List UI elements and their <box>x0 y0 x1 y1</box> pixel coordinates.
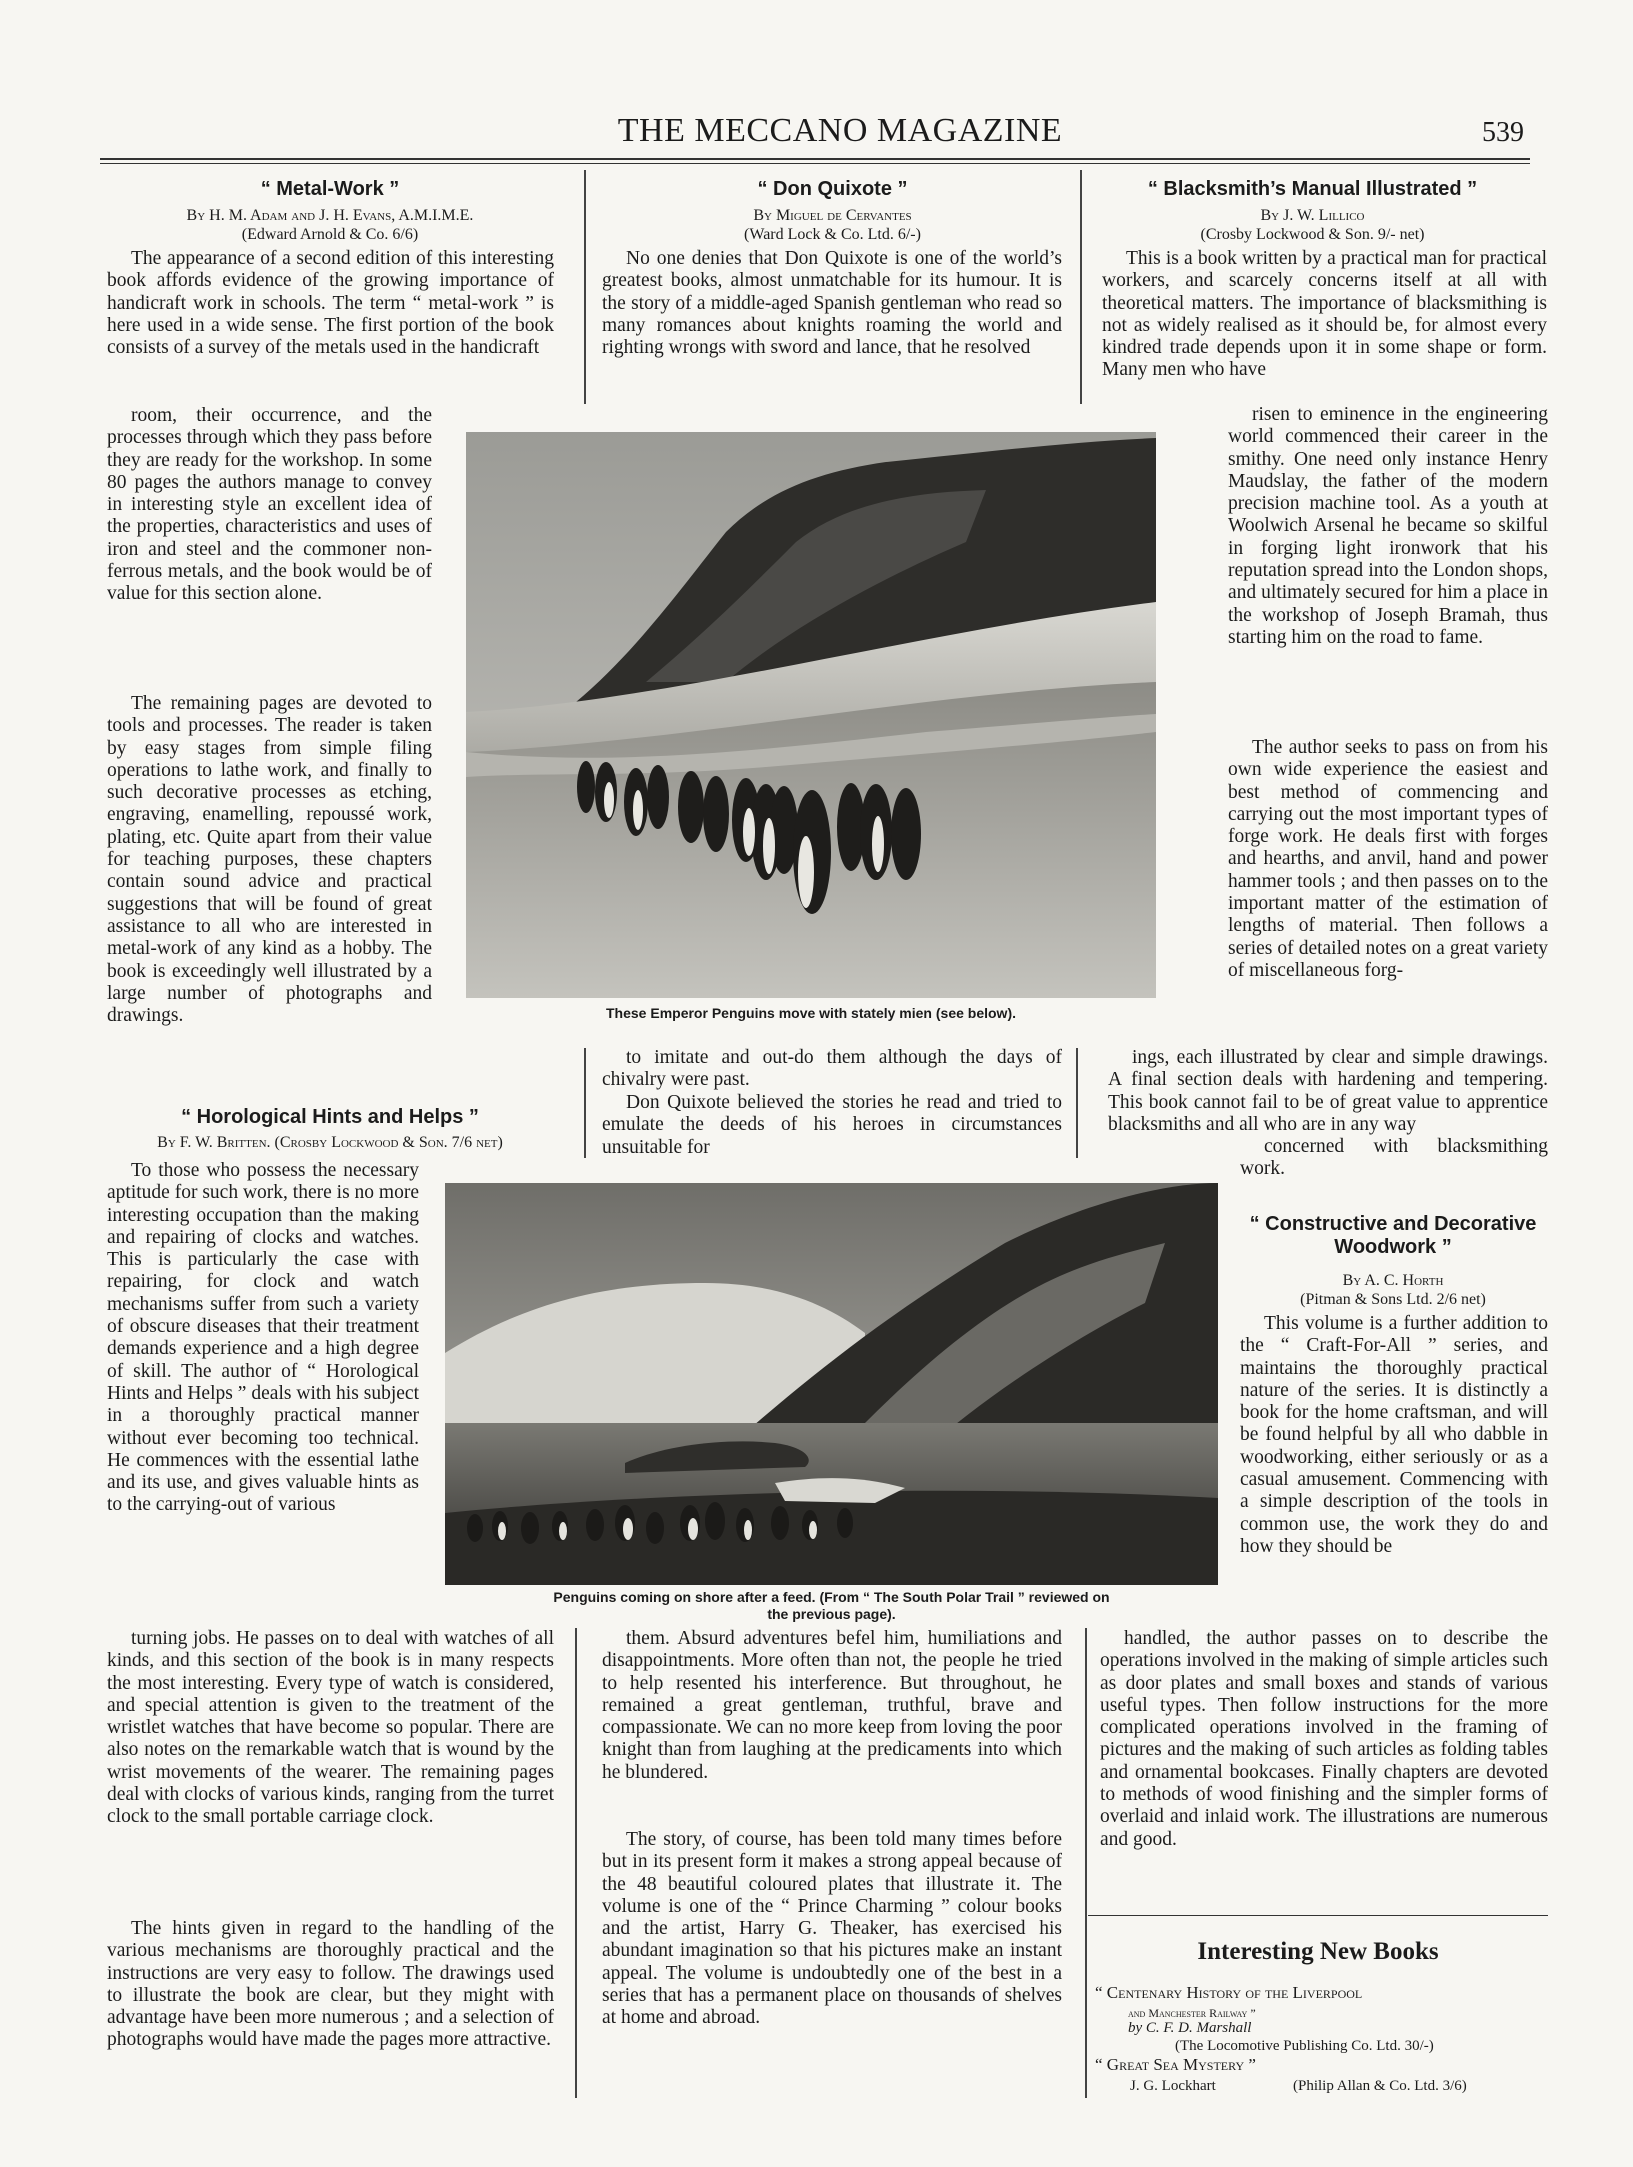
blacksmith-title: “ Blacksmith’s Manual Illustrated ” <box>1147 178 1478 200</box>
photo-caption: the previous page). <box>767 1606 896 1622</box>
page-number: 539 <box>1482 117 1524 148</box>
woodwork-title: “ Constructive and Decorative Woodwork ” <box>1249 1213 1537 1258</box>
horological-paragraph: To those who possess the necessary aptitude for such work, there is no more interesting occupation than the making and repairing of clocks and watches. This is particularly the case with repairing, for clock and watch mechanisms suffer from such a variety of obscure diseases that their treatment demands experience and a high degree of skill. The author of “ Horological Hints and Helps ” deals with his subject in a thoroughly practical manner without ever becoming too technical. He commences with the essential lathe and its use, and gives valuable hints as to the carrying-out of various <box>107 1160 419 1516</box>
book-author: by C. F. D. Marshall <box>1128 2020 1252 2036</box>
header-rule-thin <box>100 163 1530 164</box>
column-divider <box>575 1628 577 2098</box>
horological-byline: By F. W. Britten. (Crosby Lockwood & Son. 7/6 net) <box>157 1134 503 1151</box>
woodwork-paragraph: handled, the author passes on to describe the operations involved in the making of simple articles such as door plates and small boxes and stands of various useful types. Then follow instructions for the more complicated operations involved in the framing of pictures and the making of such articles as folding tables and ornamental bookcases. Finally chapters are devoted to methods of wood finishing and the simpler forms of overlaid and inlaid work. The illustrations are numerous and good. <box>1100 1628 1548 1850</box>
donquixote-paragraph: No one denies that Don Quixote is one of the world’s greatest books, almost unmatchable for its humour. It is the story of a middle-aged Spanish gentleman who read so many romances about knights roaming the world and righting wrongs with sword and lance, that he resolved <box>602 248 1062 359</box>
metalwork-paragraph: room, their occurrence, and the processes through which they pass before they are ready for the workshop. In some 80 pages the authors manage to convey in interesting style an excellent idea of the properties, characteristics and uses of iron and steel and the commoner non-ferrous metals, and the book would be of value for this section alone. <box>107 405 432 605</box>
donquixote-title: “ Don Quixote ” <box>757 178 908 200</box>
horological-title: “ Horological Hints and Helps ” <box>181 1106 479 1128</box>
metalwork-publisher: (Edward Arnold & Co. 6/6) <box>241 226 419 243</box>
donquixote-byline: By Miguel de Cervantes <box>753 207 912 224</box>
column-divider <box>1085 1628 1087 2098</box>
column-divider <box>1080 170 1082 404</box>
metalwork-byline: By H. M. Adam and J. H. Evans, A.M.I.M.E. <box>186 207 474 224</box>
book-title: “ Centenary History of the Liverpool <box>1095 1983 1363 2002</box>
book-author: J. G. Lockhart <box>1130 2078 1216 2094</box>
donquixote-paragraph: Don Quixote believed the stories he read and tried to emulate the deeds of his heroes in circumstances unsuitable for <box>602 1092 1062 1158</box>
penguins-ashore-photo <box>445 1183 1218 1585</box>
blacksmith-paragraph: The author seeks to pass on from his own wide experience the easiest and best method of commencing and carrying out the most important types of forge work. He deals first with forges and hearths, and anvil, hand and power hammer tools ; and then passes on to the important matter of the estimation of lengths of material. Then follows a series of detailed notes on a great variety of miscellaneous forg- <box>1228 737 1548 981</box>
horological-paragraph: The hints given in regard to the handling of the various mechanisms are thoroughly practical and the instructions are very easy to follow. The drawings used to illustrate the book are clear, but they might with advantage have been more numerous ; and a selection of photographs would have made the pages more attractive. <box>107 1918 554 2051</box>
book-publisher: (The Locomotive Publishing Co. Ltd. 30/-) <box>1175 2038 1434 2054</box>
photo-caption: Penguins coming on shore after a feed. (From “ The South Polar Trail ” reviewed on <box>553 1589 1110 1605</box>
woodwork-publisher: (Pitman & Sons Ltd. 2/6 net) <box>1300 1291 1486 1308</box>
horological-paragraph: turning jobs. He passes on to deal with watches of all kinds, and this section of the book is in many respects the most interesting. Every type of watch is considered, and special attention is given to the treatment of the wristlet watches that have become so popular. There are also notes on the remarkable watch that is wound by the wrist movements of the wearer. The remaining pages deal with clocks of various kinds, ranging from the turret clock to the small portable carriage clock. <box>107 1628 554 1828</box>
donquixote-paragraph: The story, of course, has been told many times before but in its present form it makes a strong appeal because of the 48 beautiful coloured plates that illustrate it. The volume is one of the “ Prince Charming ” colour books and the artist, Harry G. Theaker, has exercised his abundant imagination so that his pictures make an instant appeal. The volume is undoubtedly one of the best in a series that has a permanent place on thousands of shelves at home and abroad. <box>602 1829 1062 2029</box>
woodwork-byline: By A. C. Horth <box>1342 1272 1444 1289</box>
header-rule <box>100 158 1530 160</box>
section-rule <box>1088 1915 1548 1916</box>
metalwork-title: “ Metal-Work ” <box>260 178 400 200</box>
blacksmith-paragraph: risen to eminence in the engineering world commenced their career in the smithy. One need only instance Henry Maudslay, the father of the modern precision machine tool. As a youth at Woolwich Arsenal he became so skilful in forging light ironwork that his reputation spread into the London shops, and ultimately secured for him a place in the workshop of Joseph Bramah, thus starting him on the road to fame. <box>1228 404 1548 648</box>
magazine-title: THE MECCANO MAGAZINE <box>617 112 1063 149</box>
donquixote-paragraph: them. Absurd adventures befel him, humiliations and disappointments. More often than not, the people he tried to help resented his interference. But throughout, he remained a great gentleman, truthful, brave and compassionate. We can no more keep from loving the poor knight than from laughing at the predicaments into which he blundered. <box>602 1628 1062 1783</box>
metalwork-paragraph: The appearance of a second edition of this interesting book affords evidence of the growing importance of handicraft work in schools. The term “ metal-work ” is here used in a wide sense. The first portion of the book consists of a survey of the metals used in the handicraft <box>107 248 554 359</box>
column-divider <box>584 1048 586 1158</box>
new-books-heading: Interesting New Books <box>1197 1938 1439 1965</box>
blacksmith-publisher: (Crosby Lockwood & Son. 9/- net) <box>1200 226 1425 243</box>
blacksmith-byline: By J. W. Lillico <box>1260 207 1365 224</box>
book-publisher: (Philip Allan & Co. Ltd. 3/6) <box>1293 2078 1467 2094</box>
blacksmith-paragraph: This is a book written by a practical man for practical workers, and scarcely concerns itself at all with theoretical matters. The importance of blacksmithing is not as widely realised as it should be, for almost every kindred trade depends upon it in some shape or form. Many men who have <box>1102 248 1547 381</box>
blacksmith-paragraph: ings, each illustrated by clear and simple drawings. A final section deals with hardening and tempering. This book cannot fail to be of great value to apprentice blacksmiths and all who are in any way <box>1108 1047 1548 1135</box>
donquixote-publisher: (Ward Lock & Co. Ltd. 6/-) <box>744 226 921 243</box>
woodwork-paragraph: This volume is a further addition to the “ Craft-For-All ” series, and maintains the thoroughly practical nature of the series. It is distinctly a book for the home craftsman, and will be found helpful by all who dabble in woodworking, either seriously or as a casual amusement. Commencing with a simple description of the tools in common use, the work they do and how they should be <box>1240 1313 1548 1557</box>
book-title: and Manchester Railway ” <box>1128 2006 1256 2020</box>
photo-caption: These Emperor Penguins move with stately mien (see below). <box>606 1005 1016 1021</box>
emperor-penguins-photo <box>466 432 1156 998</box>
metalwork-paragraph: The remaining pages are devoted to tools and processes. The reader is taken by easy stages from simple filing operations to lathe work, and finally to such decorative processes as etching, engraving, enamelling, repoussé work, plating, etc. Quite apart from their value for teaching purposes, these chapters contain sound advice and practical suggestions that will be found of great assistance to all who are interested in metal-work of any kind as a hobby. The book is exceedingly well illustrated by a large number of photographs and drawings. <box>107 693 432 1027</box>
column-divider <box>1076 1048 1078 1158</box>
blacksmith-paragraph: concerned with blacksmithing work. <box>1240 1136 1548 1180</box>
donquixote-paragraph: to imitate and out-do them although the days of chivalry were past. <box>602 1047 1062 1091</box>
column-divider <box>584 170 586 404</box>
book-title: “ Great Sea Mystery ” <box>1095 2055 1256 2074</box>
